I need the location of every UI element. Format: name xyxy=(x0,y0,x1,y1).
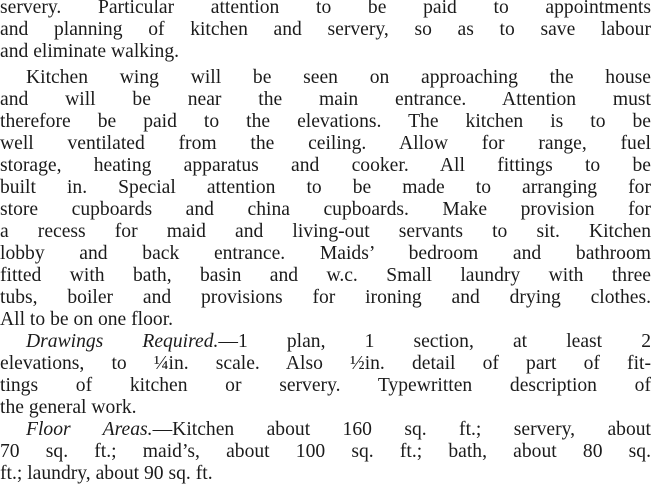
text-line: tings of kitchen or servery. Typewritten description of xyxy=(0,375,651,396)
text-line: fitted with bath, basin and w.c. Small laundry with three xyxy=(0,265,651,286)
text-line: Kitchen wing will be seen on approaching the house xyxy=(26,67,651,88)
text-line: storage, heating apparatus and cooker. All fittings to be xyxy=(0,155,651,176)
text-run: —Kitchen about 160 sq. ft.; servery, about xyxy=(152,419,651,440)
section-heading: Drawings Required. xyxy=(26,331,219,352)
text-line: the general work. xyxy=(0,397,137,418)
text-line: elevations, to ¼in. scale. Also ½in. detail of part of fit- xyxy=(0,353,651,374)
text-line: store cupboards and china cupboards. Make provision for xyxy=(0,199,651,220)
text-line: lobby and back entrance. Maids’ bedroom and bathroom xyxy=(0,243,651,264)
text-line: a recess for maid and living-out servants to sit. Kitchen xyxy=(0,221,651,242)
text-line xyxy=(0,331,651,353)
text-line xyxy=(0,419,651,441)
text-line: well ventilated from the ceiling. Allow for range, fuel xyxy=(0,133,651,154)
text-line: therefore be paid to the elevations. The kitchen is to be xyxy=(0,111,651,132)
text-line: tubs, boiler and provisions for ironing and drying clothes. xyxy=(0,287,651,308)
text-line: ft.; laundry, about 90 sq. ft. xyxy=(0,463,213,484)
section-heading: Floor Areas. xyxy=(26,419,153,440)
text-line: All to be on one floor. xyxy=(0,309,174,330)
text-line: and eliminate walking. xyxy=(0,41,180,62)
text-line: 70 sq. ft.; maid’s, about 100 sq. ft.; bath, about 80 sq. xyxy=(0,441,651,462)
text-run: —1 plan, 1 section, at least 2 xyxy=(218,331,651,352)
text-line: servery. Particular attention to be paid to appointments xyxy=(0,0,651,18)
text-line: built in. Special attention to be made to arranging for xyxy=(0,177,651,198)
text-line: and will be near the main entrance. Attention must xyxy=(0,89,651,110)
text-line: and planning of kitchen and servery, so as to save labour xyxy=(0,19,651,40)
